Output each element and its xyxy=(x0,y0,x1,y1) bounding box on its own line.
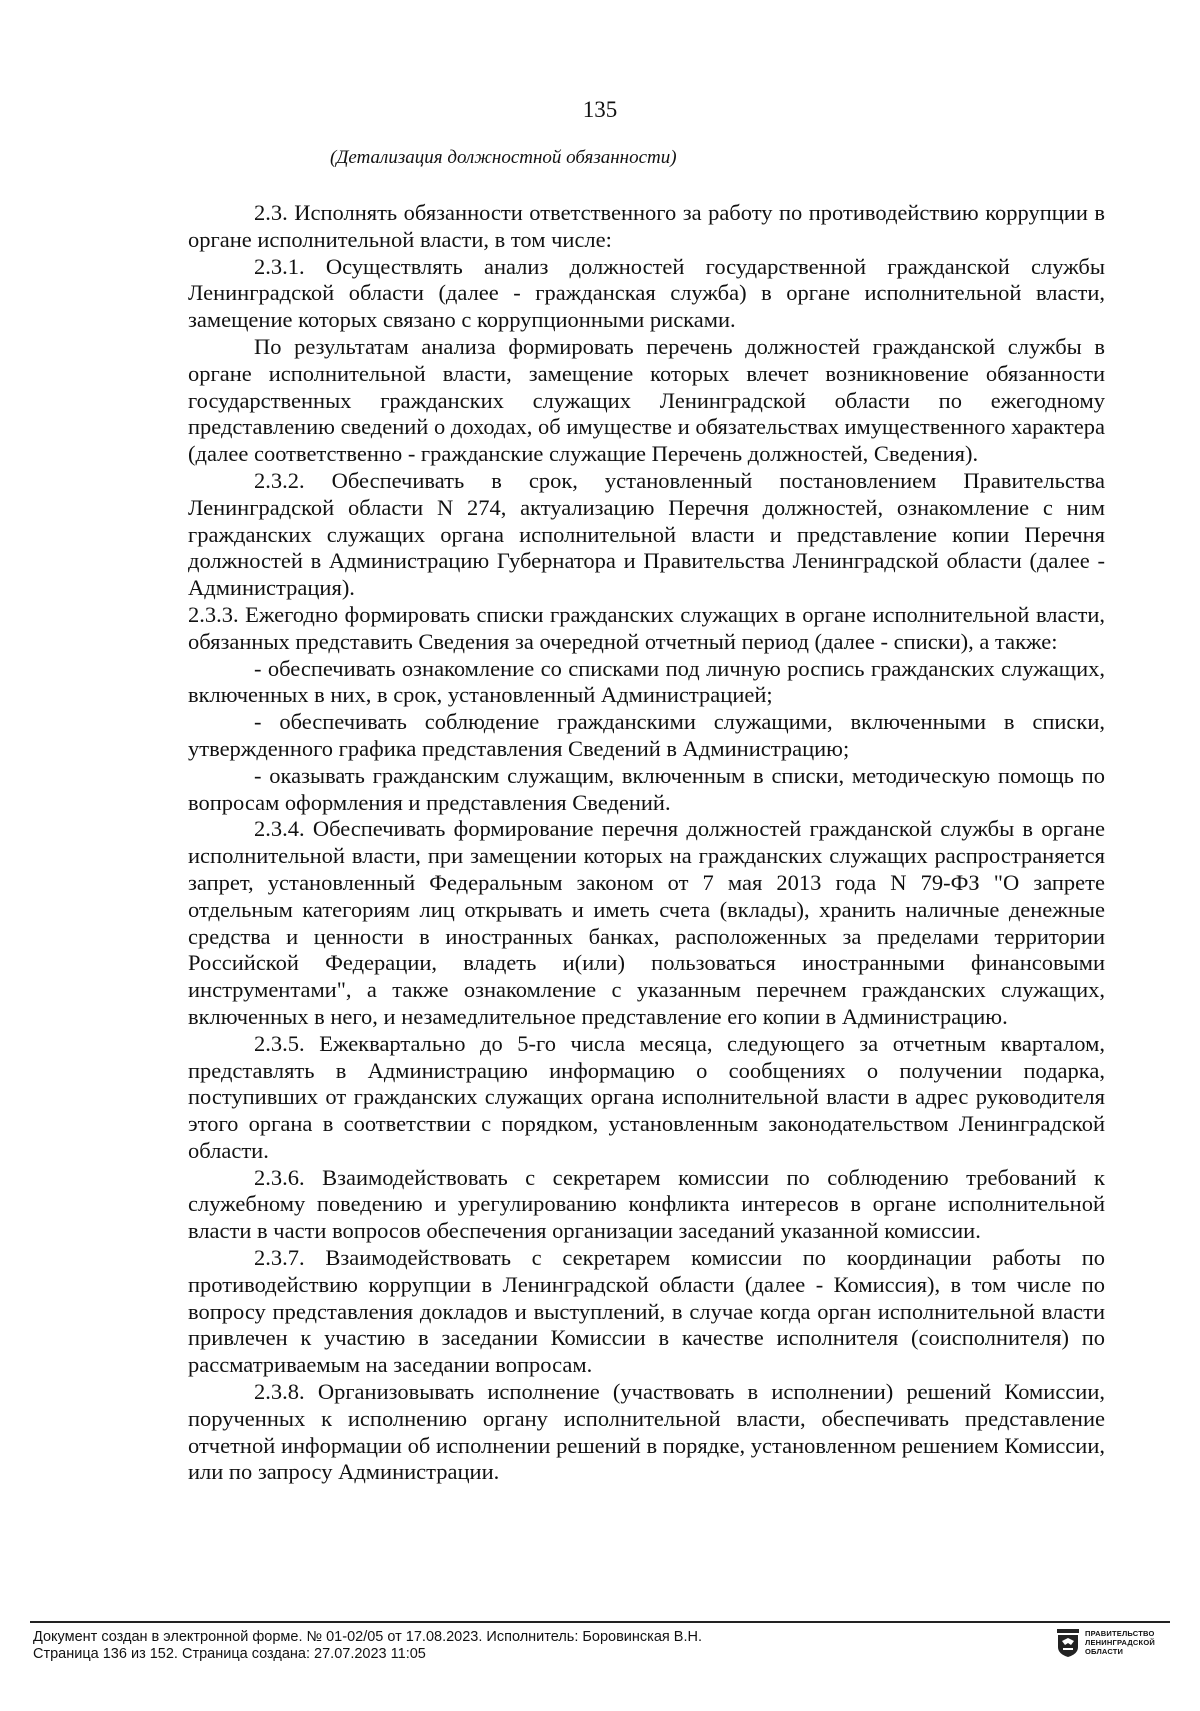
paragraph-2-3: 2.3. Исполнять обязанности ответственного за работу по противодействию коррупции в органе исполнительной власти, в том числе: xyxy=(188,200,1105,252)
document-body xyxy=(188,200,1105,1486)
paragraph-2-3-4: 2.3.4. Обеспечивать формирование перечня должностей гражданской службы в органе исполнительной власти, при замещении которых на гражданских служащих распространяется запрет, установленный Федеральным законом от 7 мая 2013 года N 79-ФЗ "О запрете отдельным категориям лиц открывать и иметь счета (вклады), хранить наличные денежные средства и ценности в иностранных банках, расположенных за пределами территории Российской Федерации, владеть и(или) пользоваться иностранными финансовыми инструментами", а также ознакомление с указанным перечнем гражданских служащих, включенных в него, и незамедлительное представление его копии в Администрацию. xyxy=(188,816,1105,1029)
paragraph-2-3-5: 2.3.5. Ежеквартально до 5-го числа месяца, следующего за отчетным кварталом, представлять в Администрацию информацию о сообщениях о получении подарка, поступивших от гражданских служащих органа исполнительной власти в адрес руководителя этого органа в соответствии с порядком, установленным законодательством Ленинградской области. xyxy=(188,1030,1105,1163)
logo-caption-line: ЛЕНИНГРАДСКОЙ xyxy=(1085,1638,1155,1647)
footer-line-2: Страница 136 из 152. Страница создана: 27.07.2023 11:05 xyxy=(33,1646,426,1662)
bullet-item: - оказывать гражданским служащим, включенным в списки, методическую помощь по вопросам оформления и представления Сведений. xyxy=(188,762,1105,815)
logo-caption xyxy=(1085,1629,1155,1656)
paragraph-2-3-1: 2.3.1. Осуществлять анализ должностей государственной гражданской службы Ленинградской области (далее - гражданская служба) в органе исполнительной власти, замещение которых связано с коррупционными рисками. xyxy=(188,253,1105,333)
page-number: 135 xyxy=(582,97,618,122)
paragraph-analysis-results: По результатам анализа формировать перечень должностей гражданской службы в органе исполнительной власти, замещение которых влечет возникновение обязанности государственных гражданских служащих Ленинградской области по ежегодному представлению сведений о доходах, об имуществе и обязательствах имущественного характера (далее соответственно - гражданские служащие Перечень должностей, Сведения). xyxy=(188,333,1105,467)
section-subtitle: (Детализация должностной обязанности) xyxy=(330,147,677,168)
footer-line-1: Документ создан в электронной форме. № 01-02/05 от 17.08.2023. Исполнитель: Боровинская В.Н. xyxy=(33,1629,702,1645)
bullet-item: - обеспечивать соблюдение гражданскими служащими, включенными в списки, утвержденного графика представления Сведений в Администрацию; xyxy=(188,709,1105,761)
paragraph-2-3-8: 2.3.8. Организовывать исполнение (участвовать в исполнении) решений Комиссии, порученных к исполнению органу исполнительной власти, обеспечивать представление отчетной информации об исполнении решений в порядке, установленном решением Комиссии, или по запросу Администрации. xyxy=(188,1379,1105,1485)
coat-of-arms-icon xyxy=(1057,1629,1079,1657)
footer-document-info xyxy=(33,1629,702,1663)
paragraph-2-3-2: 2.3.2. Обеспечивать в срок, установленный постановлением Правительства Ленинградской области N 274, актуализацию Перечня должностей, ознакомление с ним гражданских служащих органа исполнительной власти и представление копии Перечня должностей в Администрацию Губернатора и Правительства Ленинградской области (далее - Администрация). xyxy=(188,467,1105,601)
logo-caption-line: ОБЛАСТИ xyxy=(1085,1647,1124,1656)
logo-caption-line: ПРАВИТЕЛЬСТВО xyxy=(1085,1629,1155,1638)
footer-divider xyxy=(30,1621,1170,1623)
bullet-item: - обеспечивать ознакомление со списками под личную роспись гражданских служащих, включенных в них, в срок, установленный Администрацией; xyxy=(188,655,1105,708)
paragraph-2-3-3: 2.3.3. Ежегодно формировать списки гражданских служащих в органе исполнительной власти, обязанных представить Сведения за очередной отчетный период (далее - списки), а также: xyxy=(188,601,1105,654)
government-logo xyxy=(1057,1629,1177,1665)
paragraph-2-3-7: 2.3.7. Взаимодействовать с секретарем комиссии по координации работы по противодействию коррупции в Ленинградской области (далее - Комиссия), в том числе по вопросу представления докладов и выступлений, в случае когда орган исполнительной власти привлечен к участию в заседании Комиссии в качестве исполнителя (соисполнителя) по рассматриваемым на заседании вопросам. xyxy=(188,1245,1105,1378)
paragraph-2-3-6: 2.3.6. Взаимодействовать с секретарем комиссии по соблюдению требований к служебному поведению и урегулированию конфликта интересов в органе исполнительной власти в части вопросов обеспечения организации заседаний указанной комиссии. xyxy=(188,1164,1105,1244)
